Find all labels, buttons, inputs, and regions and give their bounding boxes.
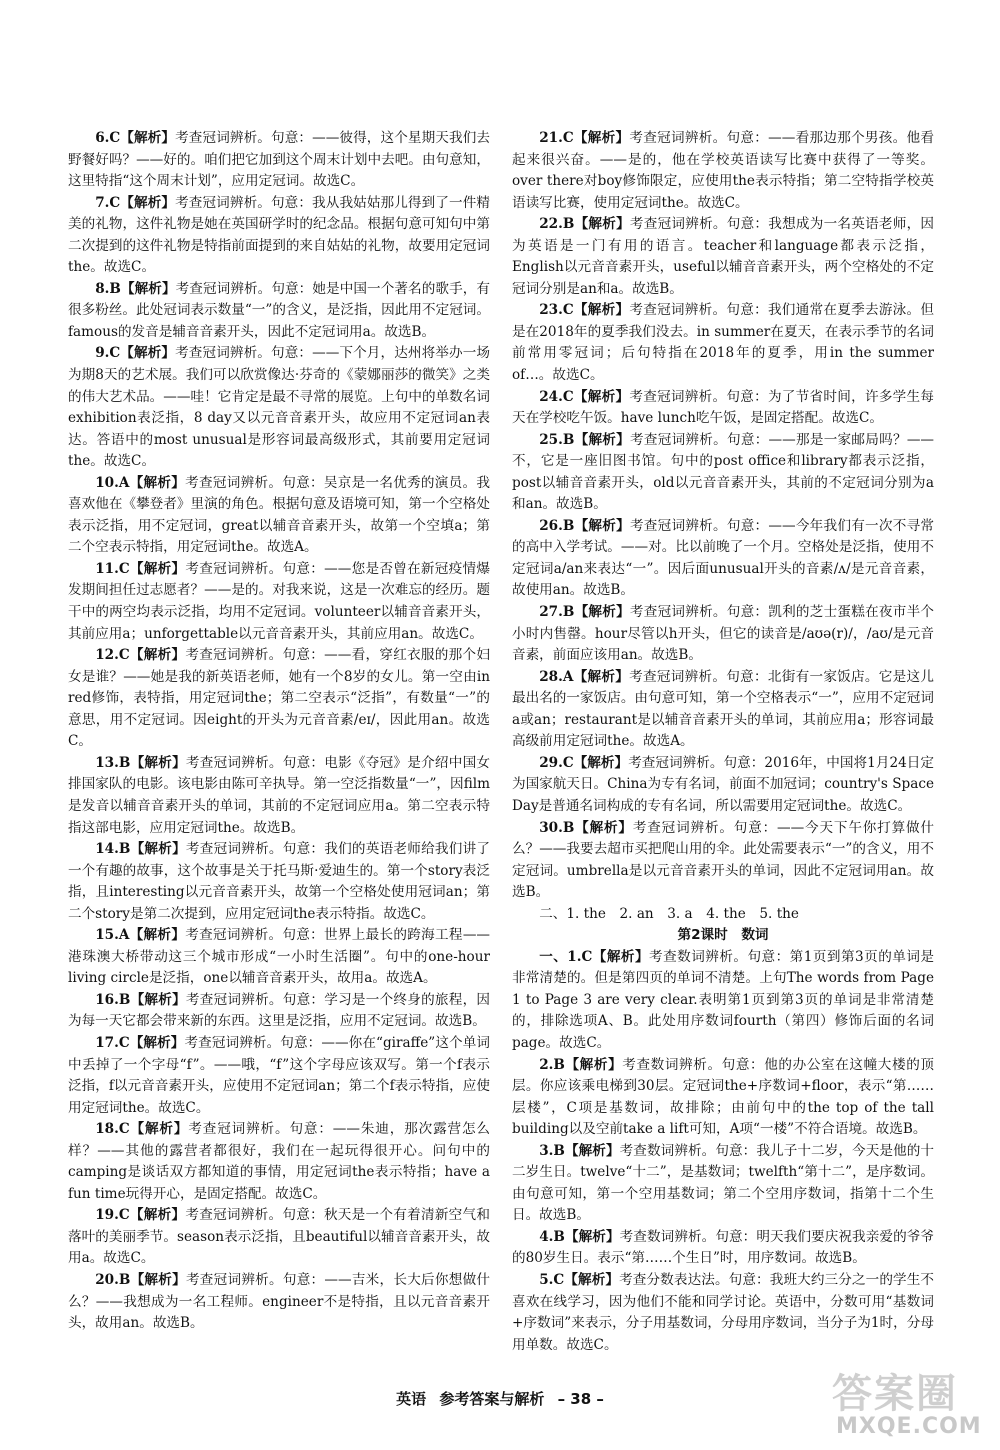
answer-label: 11.C【解析】: [95, 560, 186, 577]
watermark-url: MXQE.COM: [836, 1414, 982, 1439]
answer-label: 22.B【解析】: [539, 216, 630, 233]
answer-item: [68, 473, 490, 559]
answer-explanation: 考查冠词辨析。句意：电影《夺冠》是介绍中国女排国家队的电影。该电影由陈可辛执导。第一空泛指数量“一”，因film是发音以辅音音素开头的单词，其前的不定冠词应用a。第二空表示特指这部电影，应用定冠词the。故选B。: [68, 754, 491, 836]
answer-explanation: 考查分数表达法。句意：我班大约三分之一的学生不喜欢在线学习，因为他们不能和同学讨论。英语中，分数可用“基数词+序数词”来表示，分子用基数词，分母用序数词，当分子为1时，分母用单数。故选C。: [512, 1271, 935, 1353]
answer-label: 6.C【解析】: [95, 130, 176, 146]
answer-item: [512, 300, 934, 386]
answer-explanation: 考查冠词辨析。句意：学习是一个终身的旅程，因为每一天它都会带来新的东西。这里是泛指，应用不定冠词。故选B。: [68, 991, 491, 1030]
answer-explanation: 考查冠词辨析。句意：——吉米，长大后你想做什么？——我想成为一名工程师。engineer不是特指，且以元音音素开头，故用an。故选B。: [68, 1271, 491, 1332]
answer-item: [68, 645, 490, 753]
answer-label: 23.C【解析】: [539, 302, 630, 319]
answer-explanation: 考查冠词辨析。句意：——今年我们有一次不寻常的高中入学考试。——对。比以前晚了一个月。空格处是泛指，使用不定冠词a/an来表达“一”。因后面unusual开头的音素/ʌ/是元音音素，故使用an。故选B。: [512, 517, 935, 599]
answer-explanation: 考查数词辨析。句意：第1页到第3页的单词是非常清楚的。但是第四页的单词不清楚。上句The words from Page 1 to Page 3 are very clear.表明第1页到第3页的单词是非常清楚的，排除选项A、B。此处用序数词fourth（第四）修饰后面的名词page。故选C。: [512, 948, 934, 1051]
answer-item: [512, 947, 934, 1055]
answer-item: [512, 667, 934, 753]
answer-explanation: 考查冠词辨析。句意：我们的英语老师给我们讲了一个有趣的故事，这个故事是关于托马斯·爱迪生的。第一个story表泛指，且interesting以元音音素开头，故第一个空格处使用冠词an；第二个story是第二次提到，应用定冠词the表示特指。故选C。: [68, 841, 491, 922]
answer-label: 28.A【解析】: [539, 668, 630, 685]
answer-explanation: 考查冠词辨析。句意：——看，穿红衣服的那个妇女是谁？——她是我的新英语老师，她有一个8岁的女儿。第一空由in red修饰，表特指，用定冠词the；第二空表示“泛指”，有数量“一”的意思，用不定冠词。因eight的开头为元音音素/eɪ/，因此用an。故选C。: [68, 647, 491, 750]
answer-item: [68, 128, 490, 193]
answer-list-numerals: [512, 947, 934, 1356]
fill-in-answers: 二、1. the 2. an 3. a 4. the 5. the: [539, 905, 799, 922]
answer-label: 2.B【解析】: [539, 1056, 623, 1073]
answer-explanation: 考查冠词辨析。句意：我想成为一名英语老师，因为英语是一门有用的语言。teacher和language都表示泛指，English以元音音素开头，useful以辅音音素开头，两个空格处的不定冠词分别是an和a。故选B。: [512, 216, 935, 297]
left-column: [68, 128, 490, 1335]
answer-explanation: 考查冠词辨析。句意：——你在“giraffe”这个单词中丢掉了一个字母“f”。——哦，“f”这个字母应该双写。第一个f表示泛指，f以元音音素开头，应使用不定冠词an；第二个f表示特指，应使用定冠词the。故选C。: [68, 1034, 490, 1116]
answer-label: 30.B【解析】: [539, 819, 633, 836]
answer-item: [68, 990, 490, 1033]
answer-item: [68, 193, 490, 279]
answer-explanation: 考查冠词辨析。句意：——看那边那个男孩。他看起来很兴奋。——是的，他在学校英语读写比赛中获得了一等奖。over there对boy修饰限定，应使用the表示特指；第二空特指学校英语读写比赛，使用定冠词the。故选C。: [512, 130, 935, 211]
right-column: [512, 128, 934, 1356]
answer-label: 一、1.C【解析】: [539, 948, 650, 965]
answer-item: [68, 1119, 490, 1205]
answer-explanation: 考查冠词辨析。句意：——那是一家邮局吗？——不，它是一座旧图书馆。句中的post office和library都表示泛指，post以辅音音素开头，old以元音音素开头，其前的不定冠词分别为a和an。故选B。: [512, 431, 935, 513]
answer-item: [512, 128, 934, 214]
answer-item: [68, 559, 490, 645]
answer-explanation: 考查冠词辨析。句意：世界上最长的跨海工程——港珠澳大桥带动这三个城市形成“一小时生活圈”。句中的one-hour living circle是泛指，one以辅音音素开头，故用a。故选A。: [68, 927, 491, 987]
answer-explanation: 考查冠词辨析。句意：为了节省时间，许多学生每天在学校吃午饭。have lunch吃午饭，是固定搭配。故选C。: [512, 388, 934, 427]
answer-item: [512, 602, 934, 667]
answer-label: 18.C【解析】: [95, 1121, 189, 1138]
answer-label: 14.B【解析】: [95, 841, 186, 858]
answer-explanation: 考查冠词辨析。句意：凯利的芝士蛋糕在夜市半个小时内售罄。hour尽管以h开头，但它的读音是/aʊə(r)/，/aʊ/是元音音素，前面应该用an。故选B。: [512, 604, 935, 664]
answer-item: [68, 925, 490, 990]
answer-label: 19.C【解析】: [95, 1207, 186, 1224]
answer-label: 26.B【解析】: [539, 517, 630, 534]
answer-item: [68, 1033, 490, 1119]
answer-item: [512, 1270, 934, 1356]
answer-label: 21.C【解析】: [539, 130, 630, 146]
answer-item: [512, 387, 934, 430]
answer-item: [512, 214, 934, 300]
answer-label: 16.B【解析】: [95, 991, 186, 1008]
footer-title: 参考答案与解析: [439, 1390, 545, 1408]
answer-item: [512, 1227, 934, 1270]
answer-explanation: 考查冠词辨析。句意：秋天是一个有着清新空气和落叶的美丽季节。season表示泛指，且beautiful以辅音音素开头，故用a。故选C。: [68, 1207, 490, 1267]
answer-label: 7.C【解析】: [95, 194, 176, 211]
footer-subject: 英语: [396, 1390, 427, 1408]
page-number: – 38 –: [557, 1390, 604, 1408]
answer-label: 15.A【解析】: [95, 927, 186, 944]
answer-explanation: 考查冠词辨析。句意：——彼得，这个星期天我们去野餐好吗？——好的。咱们把它加到这个周末计划中去吧。由句意知，这里特指“这个周末计划”，应用定冠词。故选C。: [68, 130, 490, 190]
answer-item: [68, 343, 490, 472]
section-title: 第2课时 数词: [677, 927, 769, 944]
answer-explanation: 考查冠词辨析。句意：北街有一家饭店。它是这儿最出名的一家饭店。由句意可知，第一个空格表示“一”，应用不定冠词a或an；restaurant是以辅音音素开头的单词，其前应用a；形容词最高级前用定冠词the。故选A。: [512, 668, 934, 750]
answer-label: 27.B【解析】: [539, 604, 630, 621]
answer-item: [512, 818, 934, 904]
answer-label: 17.C【解析】: [95, 1034, 185, 1051]
answer-explanation: 考查冠词辨析。句意：——下个月，达州将举办一场为期8天的艺术展。我们可以欣赏像达·芬奇的《蒙娜丽莎的微笑》之类的伟大艺术品。——哇！它肯定是最不寻常的展览。上句中的单数名词exhibition表泛指，8 day又以元音音素开头，故应用不定冠词an表达。答语中的most unusual是形容词最高级形式，其前要用定冠词the。故选C。: [68, 345, 490, 470]
answer-item: [512, 1055, 934, 1141]
answer-label: 9.C【解析】: [95, 345, 176, 362]
answer-label: 25.B【解析】: [539, 431, 631, 448]
answer-label: 12.C【解析】: [95, 647, 186, 664]
answer-explanation: 考查冠词辨析。句意：吴京是一名优秀的演员。我喜欢他在《攀登者》里演的角色。根据句意及语境可知，第一个空格处表示泛指，用不定冠词，great以辅音音素开头，故第一个空填a；第二个空表示特指，用定冠词the。故选A。: [68, 474, 490, 556]
answer-label: 20.B【解析】: [95, 1271, 186, 1288]
answer-item: [68, 279, 490, 344]
answer-explanation: 考查冠词辨析。句意：——朱迪，那次露营怎么样？——其他的露营者都很好，我们在一起玩得很开心。问句中的camping是谈话双方都知道的事情，用定冠词the表示特指；have a fun time玩得开心，是固定搭配。故选C。: [68, 1121, 491, 1202]
answer-explanation: 考查冠词辨析。句意：——您是否曾在新冠疫情爆发期间担任过志愿者？——是的。对我来说，这是一次难忘的经历。题干中的两空均表示泛指，均用不定冠词。volunteer以辅音音素开头，其前应用a；unforgettable以元音音素开头，其前应用an。故选C。: [68, 560, 491, 642]
watermark-text: 答案圈: [832, 1371, 958, 1417]
answer-explanation: 考查冠词辨析。句意：2016年，中国将1月24日定为国家航天日。China为专有名词，前面不加冠词；country's Space Day是普通名词构成的专有名词，所以需要用定冠词the。故选C。: [512, 754, 935, 814]
answer-item: [512, 516, 934, 602]
answer-explanation: 考查数词辨析。句意：我儿子十二岁，今天是他的十二岁生日。twelve“十二”，是基数词；twelfth“第十二”，是序数词。由句意可知，第一个空用基数词；第二个空用序数词，指第十二个生日。故选B。: [512, 1142, 935, 1224]
answer-item: [68, 1270, 490, 1335]
answer-item: [512, 430, 934, 516]
answer-item: [68, 839, 490, 925]
answer-explanation: 考查数词辨析。句意：他的办公室在这幢大楼的顶层。你应该乘电梯到30层。定冠词the+序数词+floor，表示“第……层楼”，C项是基数词，故排除；由前句中的the top of the tall building以及空前take a lift可知，A项“一楼”不符合语境。故选B。: [512, 1056, 934, 1138]
answer-list-articles: [512, 128, 934, 904]
answer-label: 24.C【解析】: [539, 388, 630, 405]
answer-item: [68, 1205, 490, 1270]
watermark-logo: [832, 1362, 982, 1442]
answer-label: 13.B【解析】: [95, 754, 186, 771]
answer-label: 8.B【解析】: [95, 280, 176, 297]
answer-label: 10.A【解析】: [95, 474, 186, 491]
answer-explanation: 考查冠词辨析。句意：她是中国一个著名的歌手，有很多粉丝。此处冠词表示数量“一”的含义，是泛指，因此用不定冠词。famous的发音是辅音音素开头，因此不定冠词用a。故选B。: [68, 280, 491, 340]
answer-explanation: 考查冠词辨析。句意：——今天下午你打算做什么？——我要去超市买把爬山用的伞。此处需要表示“一”的含义，用不定冠词。umbrella是以元音音素开头的单词，因此不定冠词用an。故选B。: [512, 819, 935, 901]
answer-label: 29.C【解析】: [539, 754, 629, 771]
answer-explanation: 考查冠词辨析。句意：我们通常在夏季去游泳。但是在2018年的夏季我们没去。in summer在夏天，在表示季节的名词前常用零冠词；后句特指在2018年的夏季，用in the summer of…。故选C。: [512, 302, 934, 384]
answer-explanation: 考查数词辨析。句意：明天我们要庆祝我亲爱的爷爷的80岁生日。表示“第……个生日”时，用序数词。故选B。: [512, 1228, 935, 1267]
answer-explanation: 考查冠词辨析。句意：我从我姑姑那儿得到了一件精美的礼物，这件礼物是她在英国研学时的纪念品。根据句意可知句中第二次提到的这件礼物是特指前面提到的来自姑姑的礼物，故要用定冠词the。故选C。: [68, 194, 491, 276]
answer-label: 4.B【解析】: [539, 1228, 620, 1245]
answer-item: [512, 753, 934, 818]
answer-label: 3.B【解析】: [539, 1142, 620, 1159]
answer-item: [512, 1141, 934, 1227]
answer-label: 5.C【解析】: [539, 1271, 620, 1288]
answer-item: [68, 753, 490, 839]
